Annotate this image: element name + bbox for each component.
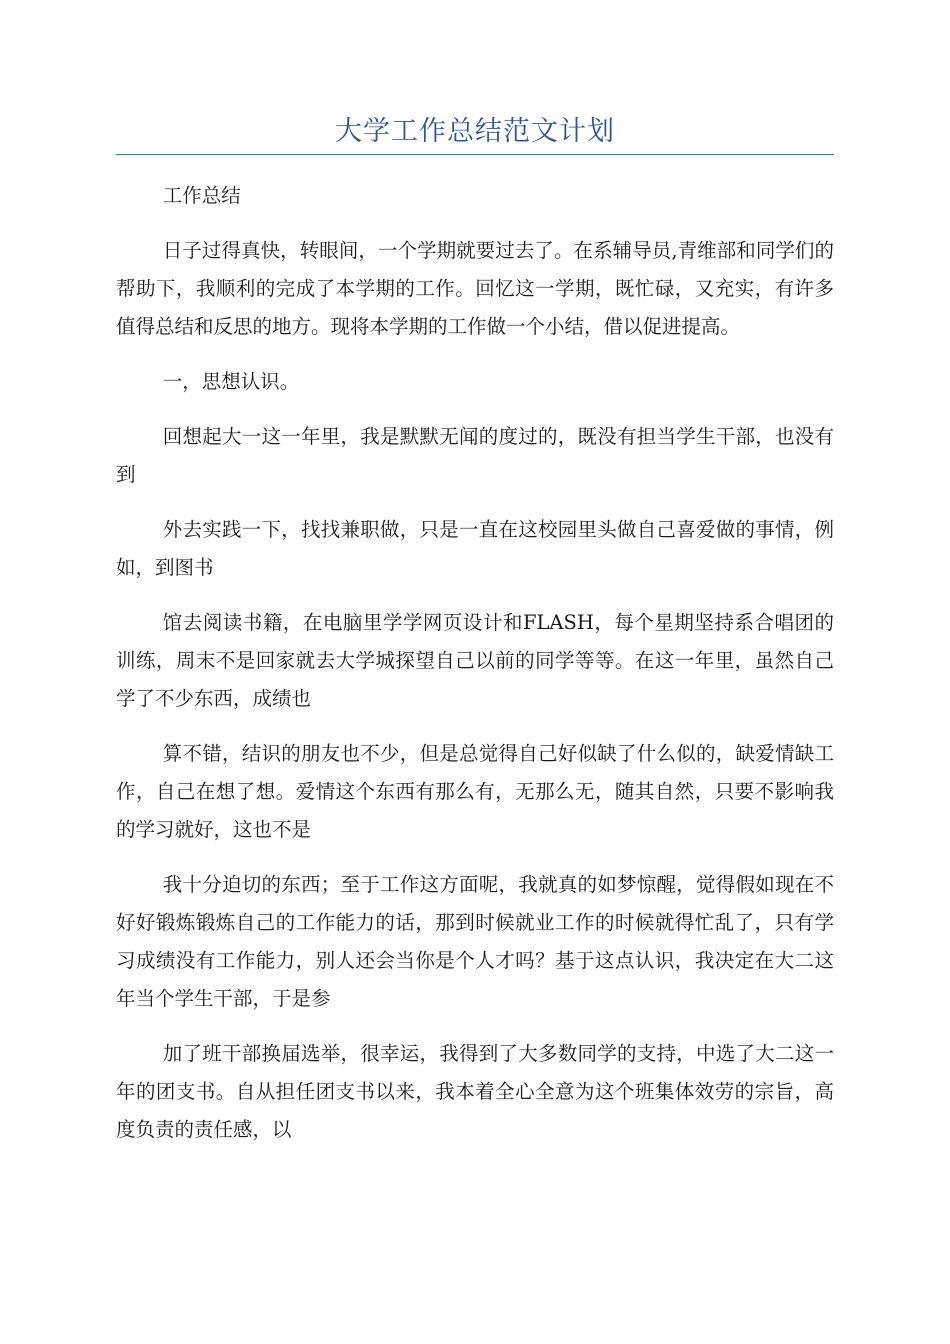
paragraph: 馆去阅读书籍，在电脑里学学网页设计和FLASH，每个星期坚持系合唱团的训练，周末不是回家就去大学城探望自己以前的同学等等。在这一年里，虽然自己学了不少东西，成绩也 (116, 611, 834, 710)
paragraph: 算不错，结识的朋友也不少，但是总觉得自己好似缺了什么似的，缺爱情缺工作，自己在想了想。爱情这个东西有那么有，无那么无，随其自然，只要不影响我的学习就好，这也不是 (116, 742, 834, 841)
section-heading: 工作总结 (162, 184, 241, 207)
section-heading: 一，思想认识。 (162, 370, 300, 393)
paragraph: 外去实践一下，找找兼职做，只是一直在这校园里头做自己喜爱做的事情，例如，到图书 (116, 518, 834, 579)
paragraph: 回想起大一这一年里，我是默默无闻的度过的，既没有担当学生干部，也没有到 (116, 425, 834, 486)
paragraph: 日子过得真快，转眼间，一个学期就要过去了。在系辅导员,青维部和同学们的帮助下，我顺利的完成了本学期的工作。回忆这一学期，既忙碌，又充实，有许多值得总结和反思的地方。现将本学期的工作做一个小结，借以促进提高。 (116, 239, 834, 338)
title-underline (116, 154, 834, 155)
paragraph: 加了班干部换届选举，很幸运，我得到了大多数同学的支持，中选了大二这一年的团支书。自从担任团支书以来，我本着全心全意为这个班集体效劳的宗旨，高度负责的责任感，以 (116, 1042, 834, 1141)
document-body (116, 177, 834, 1166)
paragraph: 我十分迫切的东西；至于工作这方面呢，我就真的如梦惊醒，觉得假如现在不好好锻炼锻炼自己的工作能力的话，那到时候就业工作的时候就得忙乱了，只有学习成绩没有工作能力，别人还会当你是个人才吗？基于这点认识，我决定在大二这年当个学生干部，于是参 (116, 873, 834, 1010)
document-title: 大学工作总结范文计划 (335, 116, 615, 147)
